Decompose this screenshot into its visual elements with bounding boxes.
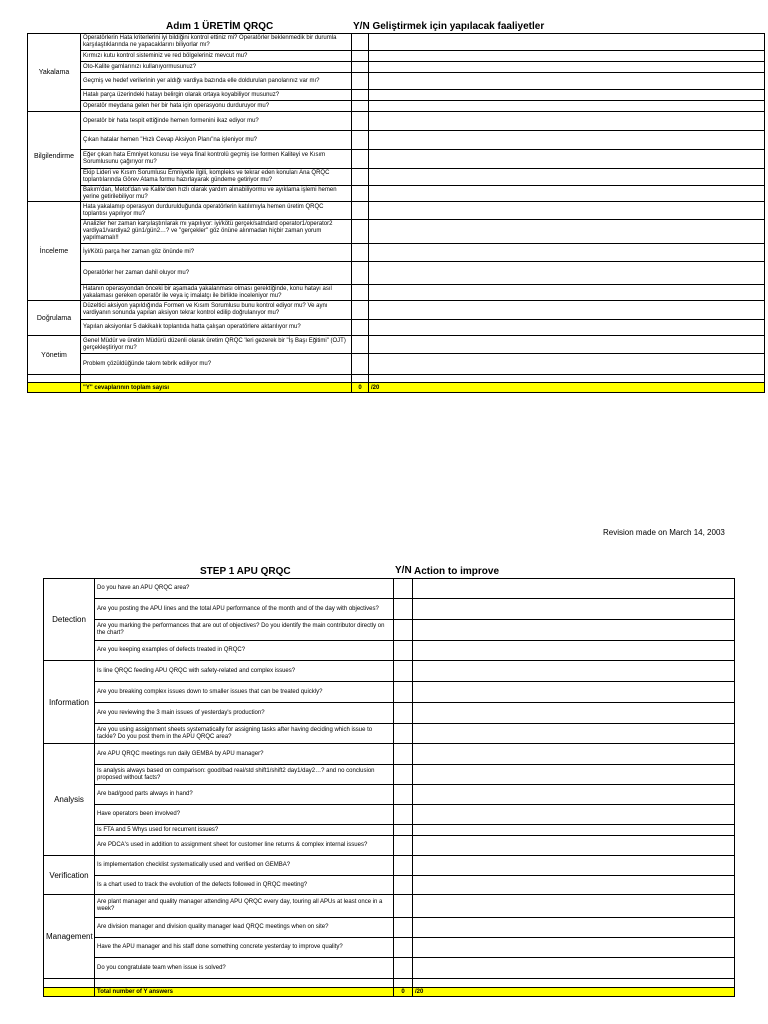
question-text: Genel Müdür ve üretim Müdürü düzenli olarak üretim QRQC 'leri gezerek bir "İş Başı Eğitimi" (OJT) gerçekleştiriyor mu? <box>81 336 352 354</box>
question-row <box>28 62 765 73</box>
question-row <box>28 244 765 262</box>
category-label: İnceleme <box>28 202 81 301</box>
question-text: Kırmızı kutu kontrol sisteminiz ve red bölgeleriniz mevcut mu? <box>81 51 352 62</box>
improvement-action-cell[interactable] <box>413 825 735 836</box>
yn-answer-cell[interactable] <box>394 785 413 805</box>
improvement-action-cell[interactable] <box>413 579 735 599</box>
improvement-action-cell[interactable] <box>413 805 735 825</box>
yn-answer-cell[interactable] <box>352 34 369 51</box>
improvement-action-cell[interactable] <box>369 51 765 62</box>
question-row <box>44 703 735 724</box>
revision-note: Revision made on March 14, 2003 <box>603 528 725 537</box>
turkish-checklist-table <box>27 33 765 393</box>
question-text: Are you posting the APU lines and the total APU performance of the month and of the day with objectives? <box>95 599 394 620</box>
improvement-action-cell[interactable] <box>369 354 765 375</box>
category-label: Yakalama <box>28 34 81 112</box>
yn-answer-cell[interactable] <box>352 73 369 90</box>
question-text: Are plant manager and quality manager attending APU QRQC every day, touring all APUs at least once in a week? <box>95 895 394 918</box>
total-empty-cell <box>28 383 81 393</box>
question-row <box>28 285 765 301</box>
question-row <box>28 34 765 51</box>
yn-answer-cell[interactable] <box>394 825 413 836</box>
question-text: Operatörlerin Hata kriterlerini iyi bildiğini kontrol ettiniz mi? Operatörler beklenmedik bir durumla karşılaştıklarında ne yapacaklarını biliyorlar mı? <box>81 34 352 51</box>
yn-answer-cell[interactable] <box>394 744 413 765</box>
empty-cell <box>413 979 735 988</box>
improvement-action-cell[interactable] <box>413 918 735 938</box>
question-row <box>44 836 735 856</box>
yn-answer-cell[interactable] <box>352 150 369 169</box>
yn-answer-cell[interactable] <box>394 836 413 856</box>
question-row <box>28 131 765 150</box>
yn-answer-cell[interactable] <box>394 876 413 895</box>
category-label: Management <box>44 895 95 979</box>
yn-answer-cell[interactable] <box>394 599 413 620</box>
question-row <box>44 825 735 836</box>
question-row <box>44 958 735 979</box>
question-text: Operatörler her zaman dahil oluyor mu? <box>81 262 352 285</box>
category-label: Doğrulama <box>28 301 81 336</box>
question-row <box>44 856 735 876</box>
question-row <box>44 682 735 703</box>
question-row <box>28 150 765 169</box>
english-checklist-table <box>43 578 735 997</box>
yn-answer-cell[interactable] <box>394 641 413 661</box>
category-label: Analysis <box>44 744 95 856</box>
improvement-action-cell[interactable] <box>413 599 735 620</box>
english-header-action: Action to improve <box>414 566 500 577</box>
improvement-action-cell[interactable] <box>413 641 735 661</box>
question-text: Operatör bir hata tespit ettiğinde hemen formenini ikaz ediyor mu? <box>81 112 352 131</box>
question-text: Is line QRQC feeding APU QRQC with safety-related and complex issues? <box>95 661 394 682</box>
question-text: Do you have an APU QRQC area? <box>95 579 394 599</box>
yn-answer-cell[interactable] <box>394 918 413 938</box>
improvement-action-cell[interactable] <box>413 744 735 765</box>
question-row <box>44 724 735 744</box>
yn-answer-cell[interactable] <box>394 765 413 785</box>
category-label: Detection <box>44 579 95 661</box>
question-row <box>44 895 735 918</box>
question-text: Are bad/good parts always in hand? <box>95 785 394 805</box>
question-text: Geçmiş ve hedef verilerinin yer aldığı vardiya bazında elle doldurulan panolarınız var mı? <box>81 73 352 90</box>
category-label: Yönetim <box>28 336 81 375</box>
question-row <box>44 918 735 938</box>
question-row <box>28 112 765 131</box>
empty-cell <box>352 375 369 383</box>
yn-answer-cell[interactable] <box>394 938 413 958</box>
improvement-action-cell[interactable] <box>413 682 735 703</box>
improvement-action-cell[interactable] <box>369 112 765 131</box>
question-row <box>28 90 765 101</box>
yn-answer-cell[interactable] <box>394 805 413 825</box>
improvement-action-cell[interactable] <box>369 90 765 101</box>
english-header-title: STEP 1 APU QRQC <box>200 566 291 577</box>
question-text: Analizler her zaman karşılaştırılarak mı yapılıyor: iyi/kötü gerçek/satndard operator1/operator2 vardiya1/vardiya2 gün1/gün2…? ve "gerçekler" göz önüne alınmadan hiçbir zaman yorum yapılmamalı!! <box>81 220 352 244</box>
question-row <box>28 101 765 112</box>
improvement-action-cell[interactable] <box>369 285 765 301</box>
yn-answer-cell[interactable] <box>394 703 413 724</box>
yn-answer-cell[interactable] <box>352 112 369 131</box>
improvement-action-cell[interactable] <box>369 244 765 262</box>
question-text: Is analysis always based on comparison: good/bad real/std shift1/shift2 day1/day2…? and no conclusion proposed without facts? <box>95 765 394 785</box>
improvement-action-cell[interactable] <box>369 73 765 90</box>
improvement-action-cell[interactable] <box>369 202 765 220</box>
improvement-action-cell[interactable] <box>369 336 765 354</box>
yn-answer-cell[interactable] <box>352 220 369 244</box>
question-row <box>28 320 765 336</box>
question-text: Operatör meydana gelen her bir hata için operasyonu durduruyor mu? <box>81 101 352 112</box>
question-text: Are you reviewing the 3 main issues of yesterday's production? <box>95 703 394 724</box>
question-row <box>44 765 735 785</box>
improvement-action-cell[interactable] <box>369 301 765 320</box>
question-text: Hatalı parça üzerindeki hatayı belirgin olarak ortaya koyabiliyor musunuz? <box>81 90 352 101</box>
spacer-row <box>28 375 765 383</box>
improvement-action-cell[interactable] <box>369 220 765 244</box>
question-row <box>44 579 735 599</box>
improvement-action-cell[interactable] <box>369 186 765 202</box>
question-row <box>44 620 735 641</box>
improvement-action-cell[interactable] <box>369 34 765 51</box>
yn-answer-cell[interactable] <box>352 285 369 301</box>
question-row <box>44 661 735 682</box>
question-row <box>44 938 735 958</box>
question-row <box>28 220 765 244</box>
yn-answer-cell[interactable] <box>352 202 369 220</box>
question-row <box>44 744 735 765</box>
yn-answer-cell[interactable] <box>352 90 369 101</box>
question-text: Düzeltici aksiyon yapıldığında Formen ve Kısım Sorumlusu bunu kontrol ediyor mu? Ve aynı vardiyanın sonunda yapılan aksiyon tekrar kontrol edilip doğrulanıyor mu? <box>81 301 352 320</box>
empty-cell <box>81 375 352 383</box>
question-text: Is FTA and 5 Whys used for recurrent issues? <box>95 825 394 836</box>
total-row <box>44 988 735 997</box>
improvement-action-cell[interactable] <box>413 958 735 979</box>
improvement-action-cell[interactable] <box>413 703 735 724</box>
category-label: Verification <box>44 856 95 895</box>
spacer-row <box>44 979 735 988</box>
question-text: Eğer çıkan hata Emniyet konusu ise veya final kontrolü geçmiş ise formen Kaliteyi ve Kısım Sorumlusunu çağırıyor mu? <box>81 150 352 169</box>
question-text: Have operators been involved? <box>95 805 394 825</box>
yn-answer-cell[interactable] <box>394 620 413 641</box>
question-row <box>28 301 765 320</box>
question-text: Yapılan aksiyonlar 5 dakikalık toplantıda hatta çalışan operatörlere aktarılıyor mu? <box>81 320 352 336</box>
question-row <box>28 73 765 90</box>
improvement-action-cell[interactable] <box>413 724 735 744</box>
improvement-action-cell[interactable] <box>413 785 735 805</box>
question-row <box>44 641 735 661</box>
question-text: Oto-Kalite gamlarınızı kullanıyormusunuz? <box>81 62 352 73</box>
yn-answer-cell[interactable] <box>352 354 369 375</box>
question-text: Ekip Lideri ve Kısım Sorumlusu Emniyetle ilgili, kompleks ve tekrar eden konuları Ana QRQC toplantılarında Görev Atama formu hazırlayarak gündeme getiriyor mu? <box>81 169 352 186</box>
question-row <box>28 262 765 285</box>
question-text: Have the APU manager and his staff done something concrete yesterday to improve quality? <box>95 938 394 958</box>
improvement-action-cell[interactable] <box>369 131 765 150</box>
question-text: Do you congratulate team when issue is solved? <box>95 958 394 979</box>
english-header-yn: Y/N <box>395 565 412 576</box>
yn-answer-cell[interactable] <box>394 958 413 979</box>
question-text: Is a chart used to track the evolution of the defects followed in QRQC meeting? <box>95 876 394 895</box>
yn-answer-cell[interactable] <box>352 101 369 112</box>
improvement-action-cell[interactable] <box>369 320 765 336</box>
question-text: Bakım'dan, Metot'dan ve Kalite'den hızlı olarak yardım alınabiliyormu ve ayıklama işlemi hemen yerine getirilebiliyor mu? <box>81 186 352 202</box>
question-text: Are you keeping examples of defects treated in QRQC? <box>95 641 394 661</box>
yn-answer-cell[interactable] <box>394 724 413 744</box>
yn-answer-cell[interactable] <box>352 301 369 320</box>
total-max: /20 <box>413 988 735 997</box>
turkish-header-action: Y/N Geliştirmek için yapılacak faaliyetler <box>353 21 545 32</box>
yn-answer-cell[interactable] <box>394 579 413 599</box>
yn-answer-cell[interactable] <box>352 186 369 202</box>
yn-answer-cell[interactable] <box>352 244 369 262</box>
yn-answer-cell[interactable] <box>352 51 369 62</box>
improvement-action-cell[interactable] <box>413 876 735 895</box>
question-text: Are you marking the performances that are out of objectives? Do you identify the main contributor directly on the chart? <box>95 620 394 641</box>
yn-answer-cell[interactable] <box>394 856 413 876</box>
yn-answer-cell[interactable] <box>352 169 369 186</box>
empty-cell <box>44 979 95 988</box>
question-row <box>28 186 765 202</box>
question-text: Are you breaking complex issues down to smaller issues that can be treated quickly? <box>95 682 394 703</box>
question-text: Are you using assignment sheets systematically for assigning tasks after having deciding which issue to tackle? Do you post them in the APU QRQC area? <box>95 724 394 744</box>
improvement-action-cell[interactable] <box>413 836 735 856</box>
improvement-action-cell[interactable] <box>369 62 765 73</box>
yn-answer-cell[interactable] <box>352 320 369 336</box>
question-text: Are APU QRQC meetings run daily GEMBA by APU manager? <box>95 744 394 765</box>
question-row <box>44 785 735 805</box>
empty-cell <box>394 979 413 988</box>
question-row <box>28 169 765 186</box>
question-text: Hatanın operasyondan önceki bir aşamada yakalanması olması gerektiğinde, konu hatayı asıl yakalaması gereken operatör ile veya iç imalatçı ile birlikte inceleniyor mu? <box>81 285 352 301</box>
empty-cell <box>28 375 81 383</box>
improvement-action-cell[interactable] <box>413 895 735 918</box>
category-label: Bilgilendirme <box>28 112 81 202</box>
improvement-action-cell[interactable] <box>413 620 735 641</box>
improvement-action-cell[interactable] <box>413 661 735 682</box>
question-row <box>44 805 735 825</box>
yn-answer-cell[interactable] <box>394 661 413 682</box>
yn-answer-cell[interactable] <box>352 62 369 73</box>
question-text: Problem çözüldüğünde takım tebrik ediliyor mu? <box>81 354 352 375</box>
question-row <box>28 336 765 354</box>
total-row <box>28 383 765 393</box>
total-max: /20 <box>369 383 765 393</box>
question-row <box>44 599 735 620</box>
question-text: Çıkan hatalar hemen "Hızlı Cevap Aksiyon Planı"na işleniyor mu? <box>81 131 352 150</box>
question-text: Is implementation checklist systematically used and verified on GEMBA? <box>95 856 394 876</box>
yn-answer-cell[interactable] <box>394 895 413 918</box>
total-value: 0 <box>394 988 413 997</box>
improvement-action-cell[interactable] <box>369 262 765 285</box>
yn-answer-cell[interactable] <box>352 336 369 354</box>
improvement-action-cell[interactable] <box>369 169 765 186</box>
total-empty-cell <box>44 988 95 997</box>
improvement-action-cell[interactable] <box>413 765 735 785</box>
question-text: İyi/Kötü parça her zaman göz önünde mi? <box>81 244 352 262</box>
empty-cell <box>369 375 765 383</box>
yn-answer-cell[interactable] <box>352 262 369 285</box>
total-label: Total number of Y answers <box>95 988 394 997</box>
question-row <box>28 202 765 220</box>
question-text: Are PDCA's used in addition to assignment sheet for customer line returns & complex internal issues? <box>95 836 394 856</box>
empty-cell <box>95 979 394 988</box>
question-row <box>28 51 765 62</box>
improvement-action-cell[interactable] <box>413 856 735 876</box>
question-row <box>44 876 735 895</box>
turkish-header-title: Adım 1 ÜRETİM QRQC <box>166 21 274 32</box>
yn-answer-cell[interactable] <box>352 131 369 150</box>
question-text: Are division manager and division quality manager lead QRQC meetings when on site? <box>95 918 394 938</box>
improvement-action-cell[interactable] <box>369 150 765 169</box>
improvement-action-cell[interactable] <box>413 938 735 958</box>
question-row <box>28 354 765 375</box>
improvement-action-cell[interactable] <box>369 101 765 112</box>
total-label: "Y" cevaplarının toplam sayısı <box>81 383 352 393</box>
total-value: 0 <box>352 383 369 393</box>
category-label: Information <box>44 661 95 744</box>
question-text: Hata yakalamıp operasyon durdurulduğunda operatörlerin katılımıyla hemen üretim QRQC toplantısı yapılıyor mu? <box>81 202 352 220</box>
yn-answer-cell[interactable] <box>394 682 413 703</box>
